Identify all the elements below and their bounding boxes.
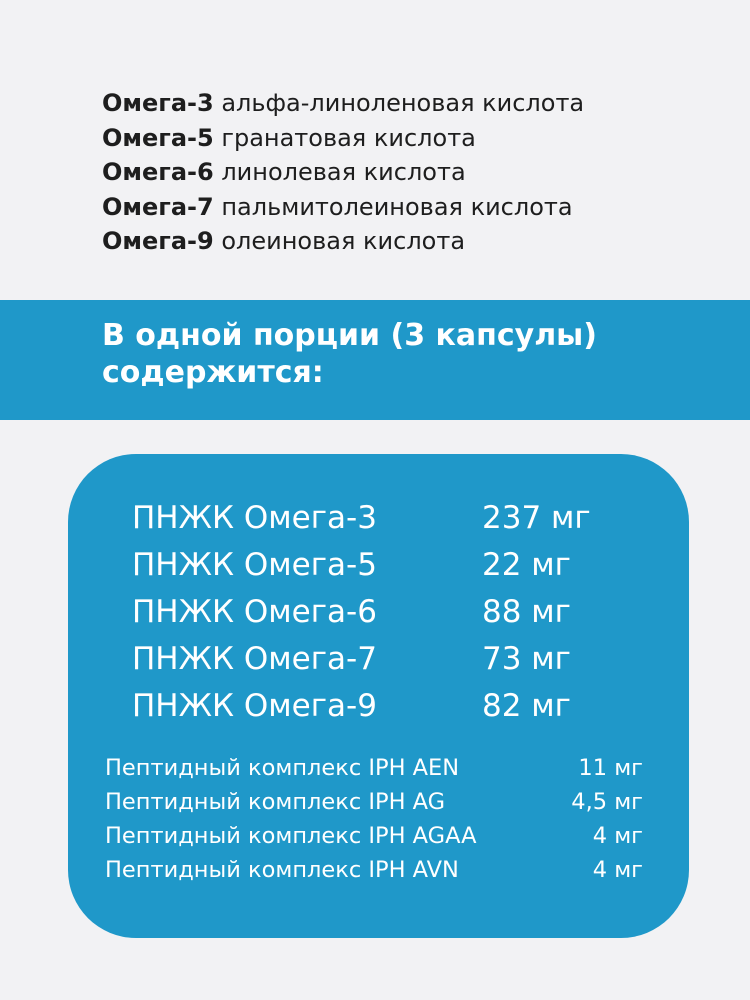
serving-banner (0, 300, 750, 420)
omega-item (102, 224, 584, 259)
peptide-row (105, 819, 665, 853)
omega-description: линолевая кислота (221, 158, 466, 186)
peptide-label: Пептидный комплекс IPH AGAA (105, 823, 477, 849)
omega-name: Омега-5 (102, 123, 214, 152)
omega-name: Омега-3 (102, 89, 214, 117)
composition-card (68, 454, 689, 938)
pufa-row (132, 495, 652, 542)
pufa-amount: 73 мг (482, 641, 571, 677)
omega-name: Омега-9 (102, 227, 214, 255)
pufa-label: ПНЖК Омега-5 (132, 547, 377, 583)
peptide-row (105, 785, 665, 819)
pufa-label: ПНЖК Омега-6 (132, 594, 377, 630)
omega-description: альфа-линоленовая кислота (221, 89, 585, 117)
omega-name: Омега-7 (102, 192, 214, 221)
pufa-label: ПНЖК Омега-3 (132, 500, 377, 536)
pufa-row (132, 542, 652, 589)
omega-list (102, 86, 584, 259)
serving-title: В одной порции (3 капсулы) содержится: (102, 318, 597, 390)
omega-name: Омега-6 (102, 158, 214, 186)
pufa-amount: 82 мг (482, 688, 571, 724)
pufa-row (132, 683, 652, 730)
pufa-amount: 22 мг (482, 547, 571, 583)
pufa-amount: 237 мг (482, 500, 591, 536)
omega-item (102, 155, 584, 190)
pufa-label: ПНЖК Омега-7 (132, 641, 377, 677)
pufa-label: ПНЖК Омега-9 (132, 688, 377, 724)
peptide-row (105, 853, 665, 887)
peptide-amount: 4 мг (592, 857, 643, 883)
pufa-row (132, 589, 652, 636)
peptide-amount: 4,5 мг (571, 789, 643, 815)
peptide-label: Пептидный комплекс IPH AEN (105, 755, 460, 781)
omega-item (102, 86, 584, 121)
pufa-row (132, 636, 652, 683)
peptide-row (105, 751, 665, 785)
omega-item (102, 190, 584, 225)
omega-description: пальмитолеиновая кислота (221, 192, 573, 221)
omega-description: олеиновая кислота (221, 227, 466, 255)
peptide-label: Пептидный комплекс IPH AVN (105, 857, 459, 883)
peptide-amount: 11 мг (578, 755, 643, 781)
omega-item (102, 121, 584, 156)
pufa-amount: 88 мг (482, 594, 571, 630)
peptide-amount: 4 мг (592, 823, 643, 849)
omega-description: гранатовая кислота (221, 123, 476, 152)
peptide-label: Пептидный комплекс IPH AG (105, 789, 446, 815)
